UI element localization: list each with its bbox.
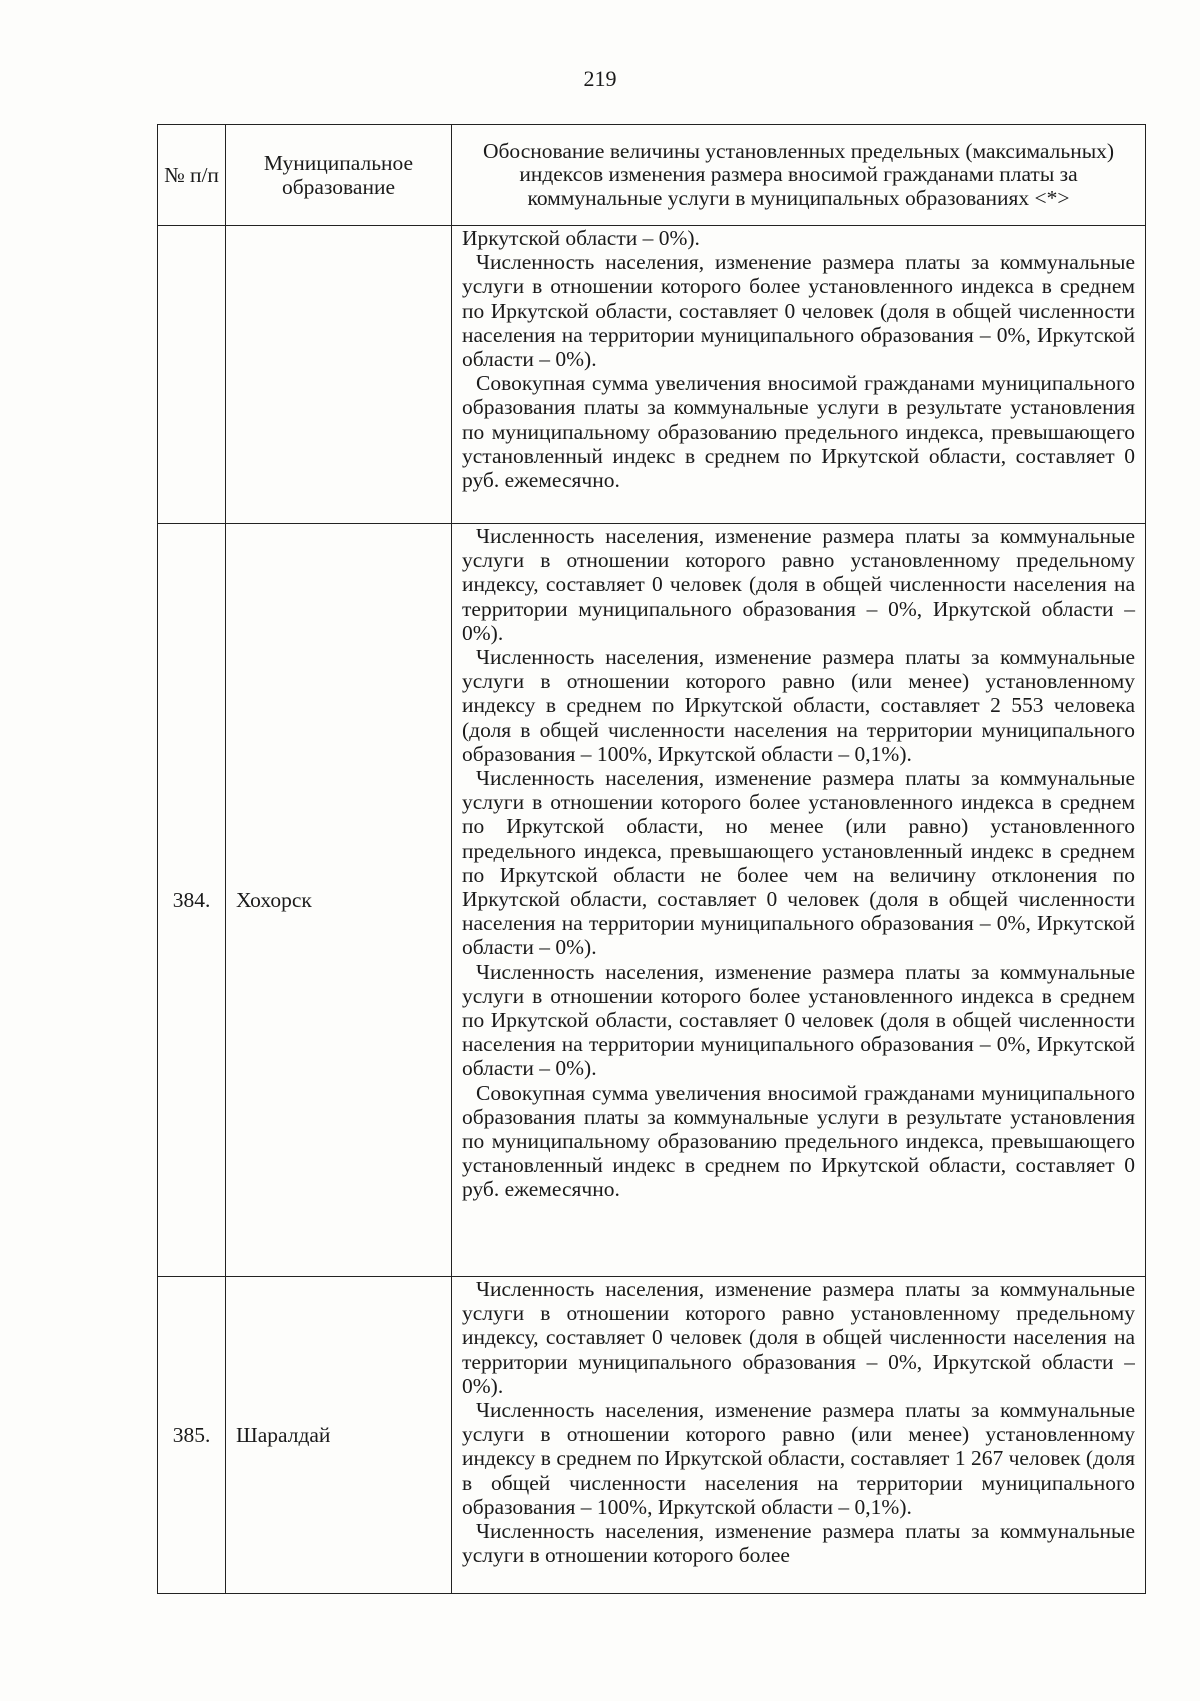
justification-cell: [452, 1277, 1146, 1594]
page-number: 219: [583, 66, 617, 91]
justification-cell: [452, 524, 1146, 1277]
municipality-name: [226, 226, 452, 524]
paragraph: Численность населения, изменение размера платы за коммунальные услуги в отношении которого равно установленному предельному индексу, составляет 0 человек (доля в общей численности населения на территории муниципального образования – 0%, Иркутской области – 0%).: [462, 524, 1135, 645]
paragraph: Численность населения, изменение размера платы за коммунальные услуги в отношении которого равно (или менее) установленному индексу в среднем по Иркутской области, составляет 2 553 человека (доля в общей численности населения на территории муниципального образования – 100%, Иркутской области – 0,1%).: [462, 645, 1135, 766]
municipality-name: Шаралдай: [226, 1277, 452, 1594]
paragraph: Численность населения, изменение размера платы за коммунальные услуги в отношении которого равно установленному предельному индексу, составляет 0 человек (доля в общей численности населения на территории муниципального образования – 0%, Иркутской области – 0%).: [462, 1277, 1135, 1398]
table-row: [158, 524, 1146, 1277]
row-number: [158, 226, 226, 524]
justification-cell: [452, 226, 1146, 524]
row-number: 384.: [158, 524, 226, 1277]
paragraph: Численность населения, изменение размера платы за коммунальные услуги в отношении которого более установленного индекса в среднем по Иркутской области, составляет 0 человек (доля в общей численности населения на территории муниципального образования – 0%, Иркутской области – 0%).: [462, 959, 1135, 1081]
paragraph: Численность населения, изменение размера платы за коммунальные услуги в отношении которого более установленного индекса в среднем по Иркутской области, составляет 0 человек (доля в общей численности населения на территории муниципального образования – 0%, Иркутской области – 0%).: [462, 250, 1135, 372]
header-justification: Обоснование величины установленных предельных (максимальных) индексов изменения размера вносимой гражданами платы за коммунальные услуги в муниципальных образованиях <*>: [452, 125, 1146, 226]
paragraph: Совокупная сумма увеличения вносимой гражданами муниципального образования платы за коммунальные услуги в результате установления по муниципальному образованию предельного индекса, превышающего установленный индекс в среднем по Иркутской области, составляет 0 руб. ежемесячно.: [462, 371, 1135, 493]
table-row: [158, 226, 1146, 524]
row-number: 385.: [158, 1277, 226, 1594]
paragraph: Совокупная сумма увеличения вносимой гражданами муниципального образования платы за коммунальные услуги в результате установления по муниципальному образованию предельного индекса, превышающего установленный индекс в среднем по Иркутской области, составляет 0 руб. ежемесячно.: [462, 1080, 1135, 1202]
table-row: [158, 1277, 1146, 1594]
municipality-name: Хохорск: [226, 524, 452, 1277]
header-num: № п/п: [158, 125, 226, 226]
table-header-row: [158, 125, 1146, 226]
paragraph: Численность населения, изменение размера платы за коммунальные услуги в отношении которого более: [462, 1519, 1135, 1568]
tariff-justification-table: [157, 124, 1146, 1594]
paragraph: Иркутской области – 0%).: [462, 226, 700, 250]
paragraph: Численность населения, изменение размера платы за коммунальные услуги в отношении которого равно (или менее) установленному индексу в среднем по Иркутской области, составляет 1 267 человек (доля в общей численности населения на территории муниципального образования – 100%, Иркутской области – 0,1%).: [462, 1398, 1135, 1519]
paragraph: Численность населения, изменение размера платы за коммунальные услуги в отношении которого более установленного индекса в среднем по Иркутской области, но менее (или равно) установленного предельного индекса, превышающего установленный индекс в среднем по Иркутской области не более чем на величину отклонения по Иркутской области, составляет 0 человек (доля в общей численности населения на территории муниципального образования – 0%, Иркутской области – 0%).: [462, 766, 1135, 960]
header-municipality: Муниципальное образование: [226, 125, 452, 226]
